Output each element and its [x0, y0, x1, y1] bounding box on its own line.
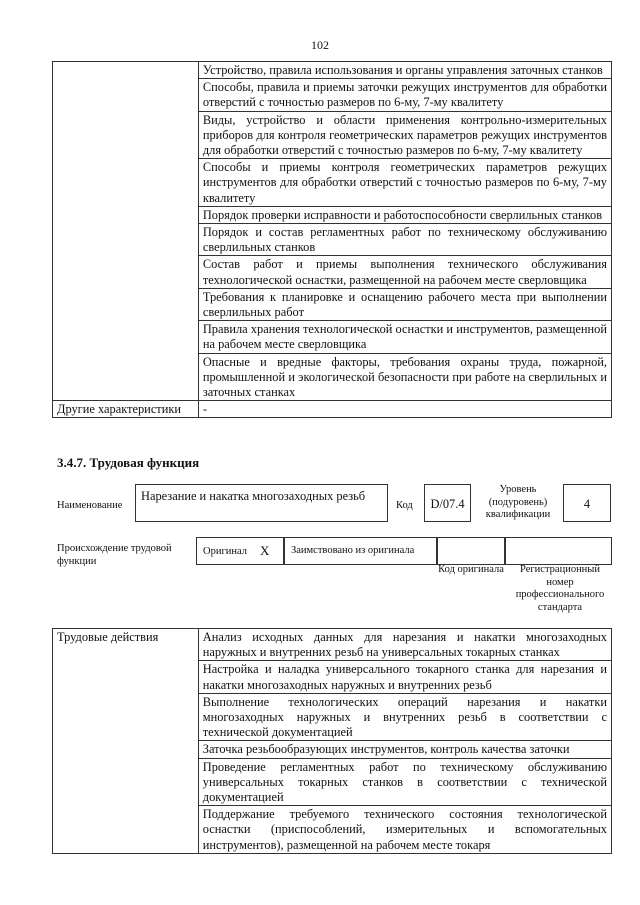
code-original-cell — [437, 537, 505, 565]
reg-number-caption: Регистрационный номер профессионального стандарта — [515, 564, 605, 613]
labor-actions-label: Трудовые действия — [53, 629, 199, 854]
row-text: Порядок проверки исправности и работоспособности сверлильных станков — [198, 206, 611, 223]
name-value-box — [135, 484, 388, 522]
original-label: Оригинал — [203, 546, 247, 557]
original-cell — [196, 537, 284, 565]
labor-action-item: Проведение регламентных работ по техническому обслуживанию универсальных токарных станков в соответствии с технической документацией — [198, 758, 611, 806]
row-text: Правила хранения технологической оснастки и инструментов, размещенной на рабочем месте сверловщика — [198, 321, 611, 353]
row-text: Порядок и состав регламентных работ по техническому обслуживанию сверлильных станков — [198, 224, 611, 256]
reg-number-cell — [505, 537, 612, 565]
row-label: Другие характеристики — [53, 401, 199, 418]
code-label: Код — [396, 500, 413, 511]
level-value-box — [563, 484, 611, 522]
code-original-caption: Код оригинала — [438, 564, 504, 575]
borrowed-cell — [284, 537, 437, 565]
row-text: Требования к планировке и оснащению рабочего места при выполнении сверлильных работ — [198, 288, 611, 320]
origin-label: Происхождение трудовой функции — [57, 543, 172, 567]
row-text: Устройство, правила использования и органы управления заточных станков — [198, 62, 611, 79]
labor-actions-table — [52, 628, 612, 854]
level-label: Уровень (подуровень) квалификации — [485, 484, 551, 520]
page-number: 102 — [311, 38, 329, 52]
table-row — [53, 62, 612, 79]
name-value: Нарезание и накатка многозаходных резьб — [141, 489, 366, 503]
row-text: Виды, устройство и области применения контрольно-измерительных приборов для контроля геометрических параметров режущих инструментов для обработки отверстий с точностью размеров по 6-му, 7-му квалитету — [198, 111, 611, 159]
code-value: D/07.4 — [430, 497, 465, 511]
row-text: Состав работ и приемы выполнения технического обслуживания технологической оснастки, размещенной на рабочем месте сверловщика — [198, 256, 611, 288]
level-value: 4 — [583, 497, 591, 511]
original-mark: X — [260, 543, 270, 558]
code-value-box — [424, 484, 471, 522]
table-row — [53, 629, 612, 661]
row-text: Опасные и вредные факторы, требования охраны труда, пожарной, промышленной и экологической безопасности при работе на сверлильных и заточных станках — [198, 353, 611, 401]
name-label: Наименование — [57, 500, 123, 511]
labor-action-item: Поддержание требуемого технического состояния технологической оснастки (приспособлений, измерительных и вспомогательных инструментов), размещенной на рабочем месте токаря — [198, 806, 611, 854]
borrowed-label: Заимствовано из оригинала — [291, 545, 415, 556]
labor-action-item: Анализ исходных данных для нарезания и накатки многозаходных наружных и внутренних резьб на универсальных токарных станках — [198, 629, 611, 661]
labor-action-item: Выполнение технологических операций нарезания и накатки многозаходных наружных и внутренних резьб в соответствии с технической документацией — [198, 693, 611, 741]
labor-action-item: Заточка резьбообразующих инструментов, контроль качества заточки — [198, 741, 611, 758]
knowledge-table — [52, 61, 612, 418]
row-label-empty — [53, 62, 199, 401]
row-text: Способы и приемы контроля геометрических параметров режущих инструментов для обработки отверстий с точностью размеров по 6-му, 7-му квалитету — [198, 159, 611, 207]
labor-action-item: Настройка и наладка универсального токарного станка для нарезания и накатки многозаходных наружных и внутренних резьб — [198, 661, 611, 693]
table-row — [53, 401, 612, 418]
section-title: 3.4.7. Трудовая функция — [57, 455, 200, 470]
row-text: Способы, правила и приемы заточки режущих инструментов для обработки отверстий с точностью размеров по 6-му, 7-му квалитету — [198, 79, 611, 111]
origin-row — [196, 537, 612, 565]
row-text: - — [198, 401, 611, 418]
